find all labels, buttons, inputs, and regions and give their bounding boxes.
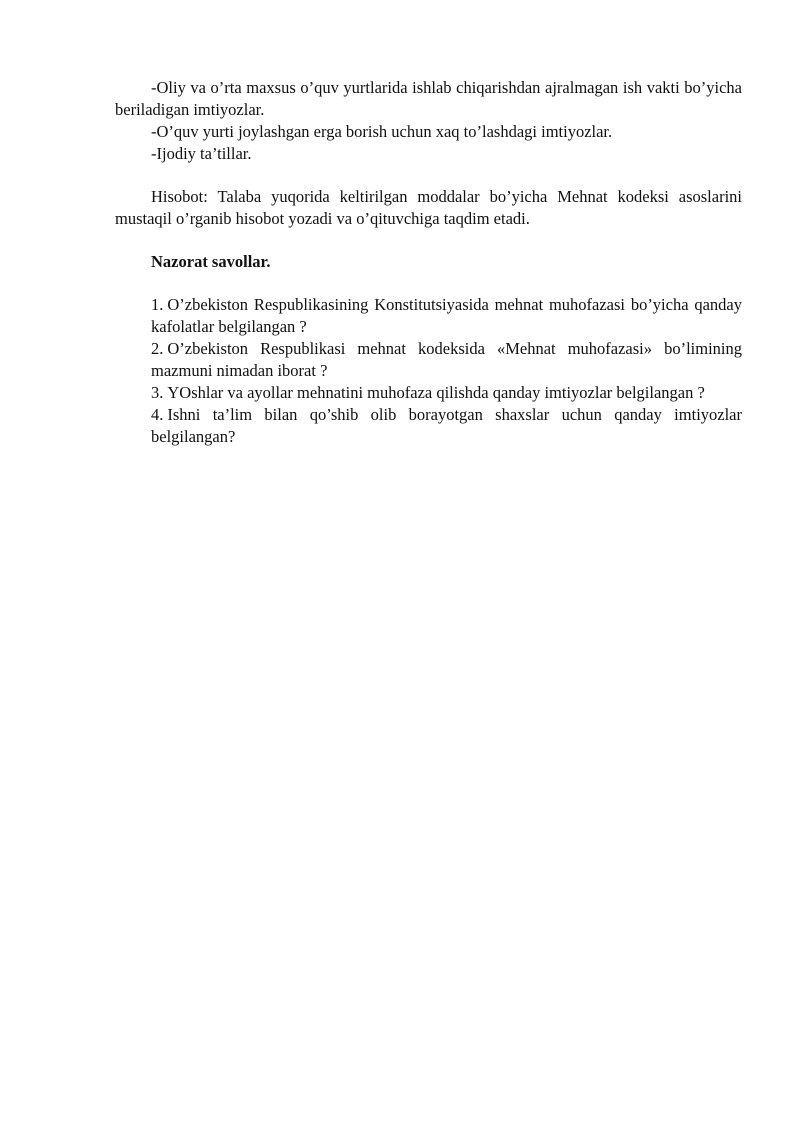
question-number: 4.	[151, 405, 164, 424]
paragraph-benefit-3: -Ijodiy ta’tillar.	[151, 144, 252, 163]
question-text: Ishni ta’lim bilan qo’shib olib borayotgan shaxslar uchun qanday imtiyozlar belgilangan?	[151, 405, 742, 446]
report-section	[115, 186, 742, 230]
paragraph-benefit-2: -O’quv yurti joylashgan erga borish uchun xaq to’lashdagi imtiyozlar.	[151, 122, 613, 141]
question-text: YOshlar va ayollar mehnatini muhofaza qilishda qanday imtiyozlar belgilangan ?	[167, 383, 705, 402]
question-item	[151, 294, 742, 338]
question-number: 1.	[151, 295, 164, 314]
questions-section	[115, 294, 742, 448]
paragraph-report: Hisobot: Talaba yuqorida keltirilgan moddalar bo’yicha Mehnat kodeksi asoslarini mustaqil o’rganib hisobot yozadi va o’qituvchiga taqdim etadi.	[115, 187, 742, 228]
section-heading: Nazorat savollar.	[151, 252, 271, 271]
question-text: O’zbekiston Respublikasining Konstitutsiyasida mehnat muhofazasi bo’yicha qanday kafolatlar belgilangan ?	[151, 295, 742, 336]
question-number: 3.	[151, 383, 164, 402]
question-text: O’zbekiston Respublikasi mehnat kodeksida «Mehnat muhofazasi» bo’limining mazmuni nimadan iborat ?	[151, 339, 742, 380]
question-item	[151, 338, 742, 382]
questions-list	[115, 294, 742, 448]
question-item	[151, 404, 742, 448]
heading-section	[115, 251, 742, 273]
question-item	[151, 382, 742, 404]
benefits-list	[115, 77, 742, 165]
paragraph-benefit-1: -Oliy va o’rta maxsus o’quv yurtlarida ishlab chiqarishdan ajralmagan ish vakti bo’yicha beriladigan imtiyozlar.	[115, 78, 742, 119]
question-number: 2.	[151, 339, 164, 358]
